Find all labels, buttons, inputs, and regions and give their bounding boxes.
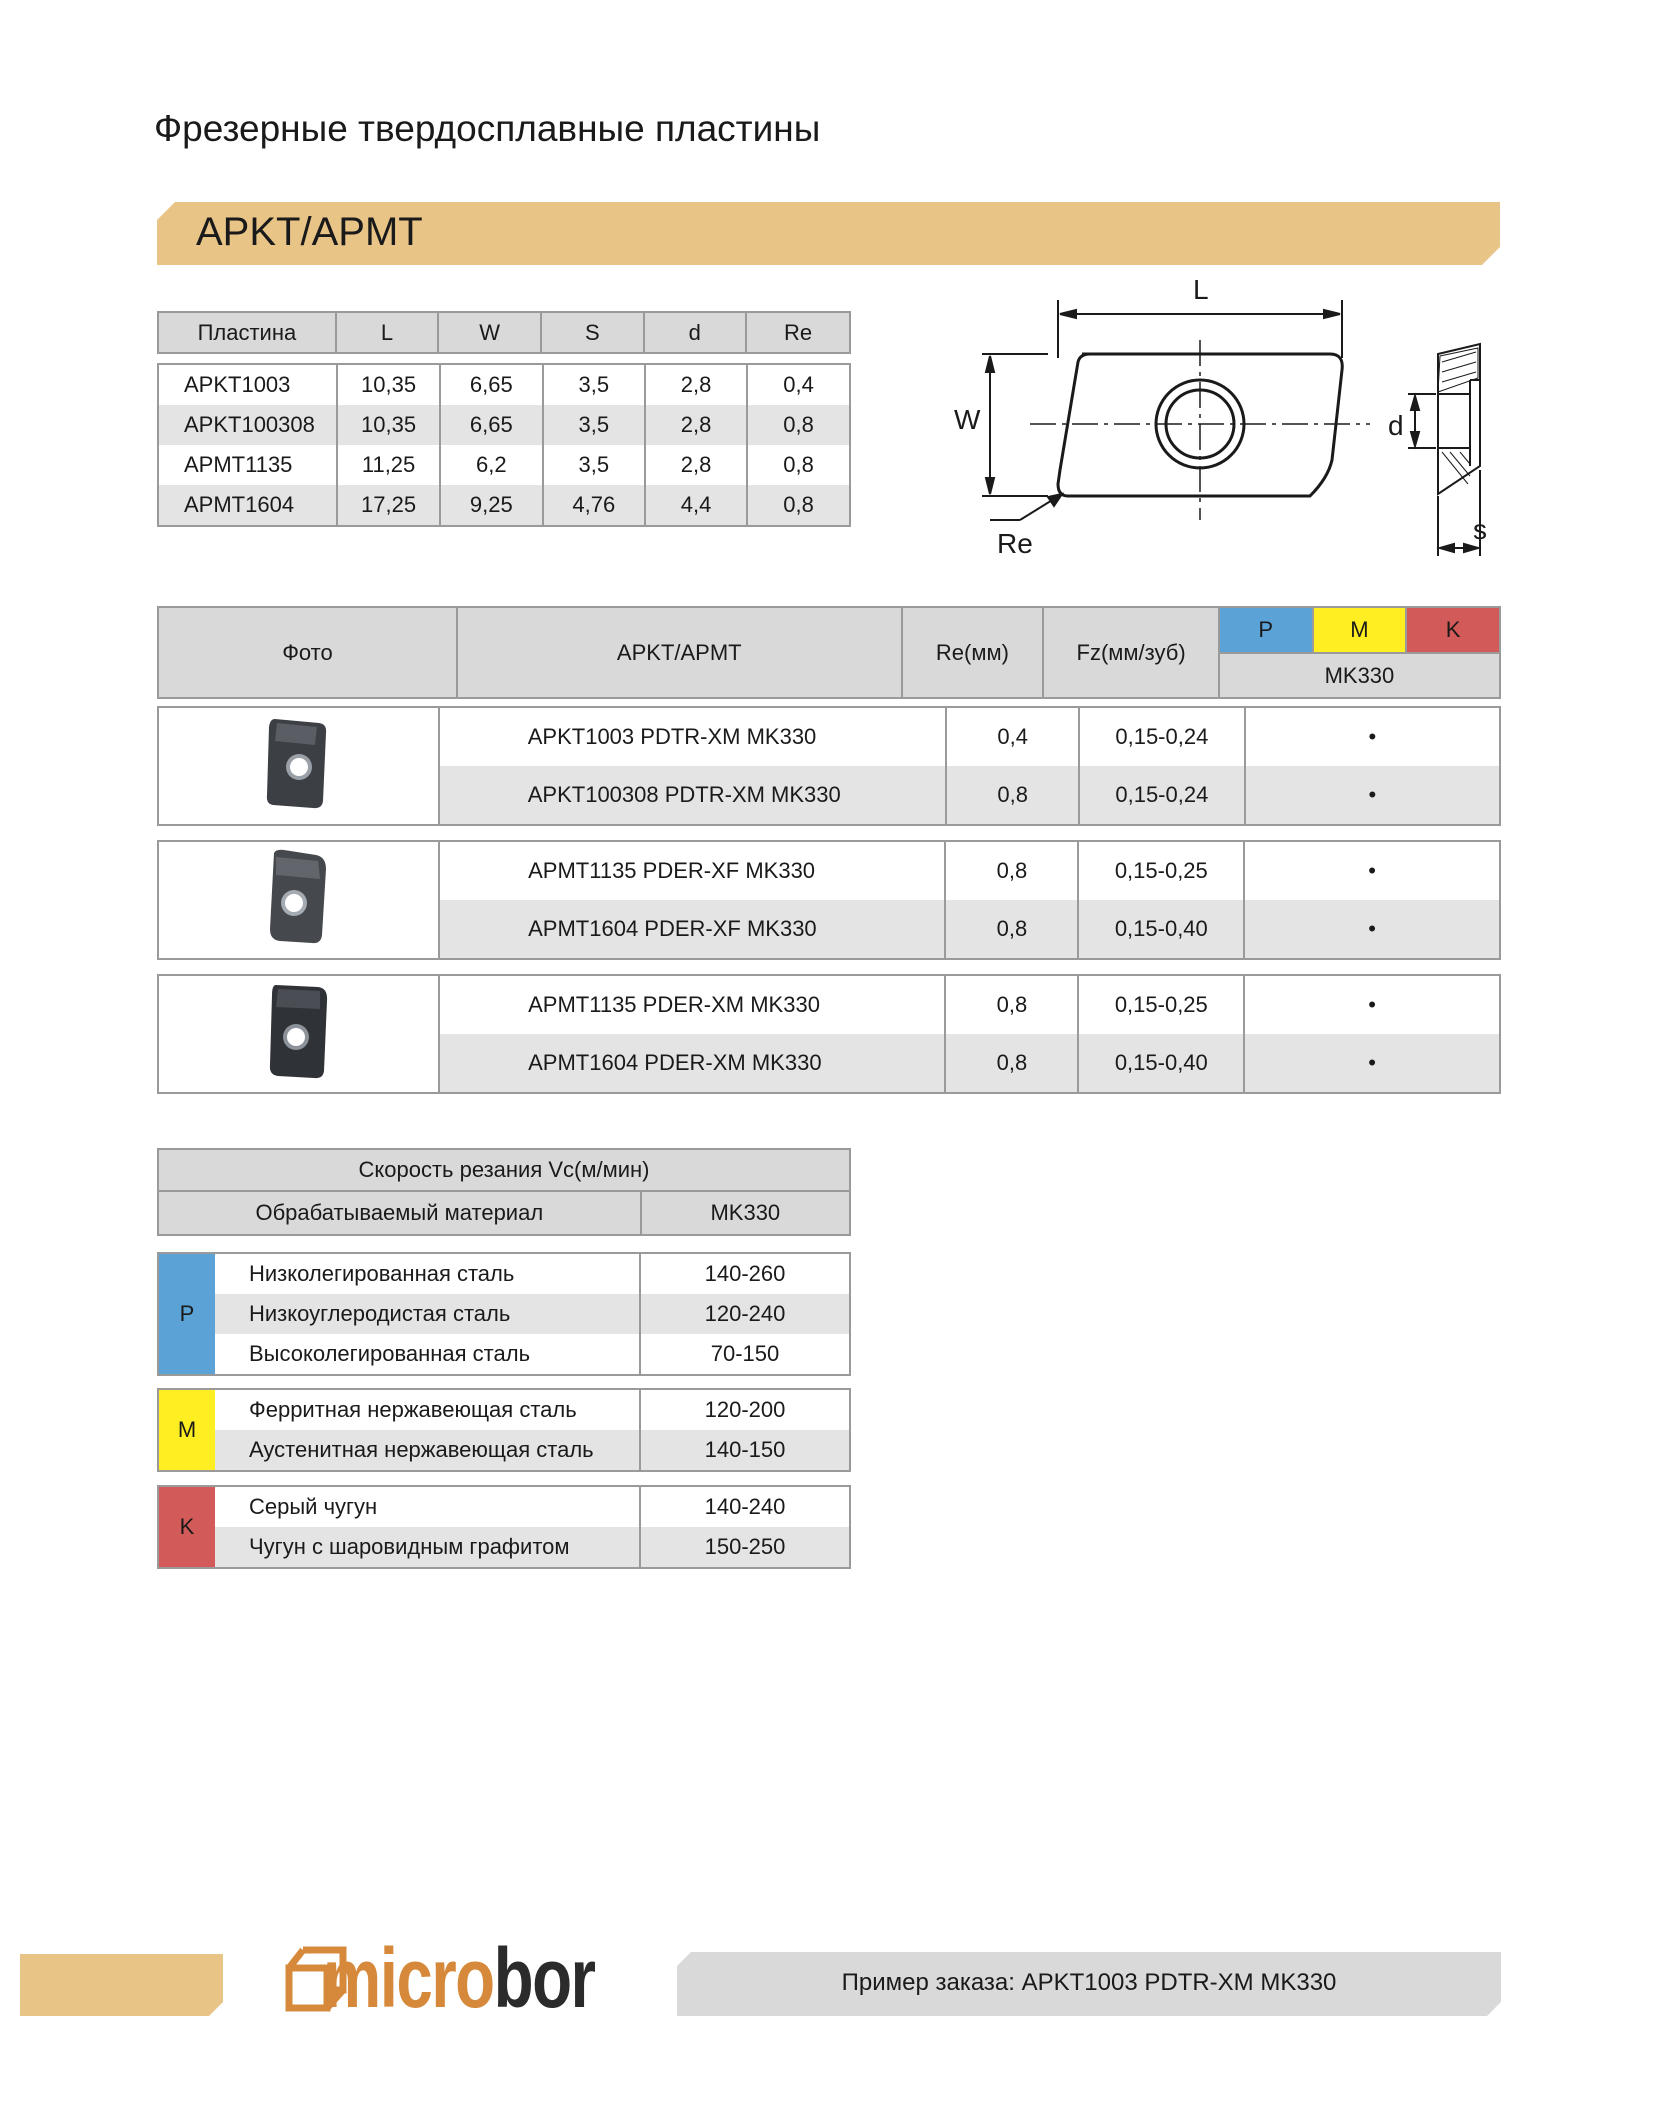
table-cell: APMT1135 [158,445,337,485]
availability-mark: • [1244,1034,1500,1093]
table-cell: 2,8 [645,364,747,405]
product-fz: 0,15-0,40 [1078,900,1244,959]
table-cell: 3,5 [543,445,645,485]
product-fz: 0,15-0,24 [1079,707,1245,766]
col-header-grade: MK330 [1219,653,1500,698]
table-cell: 9,25 [440,485,542,526]
product-name: APMT1135 PDER-XM MK330 [439,975,945,1034]
product-name: APMT1604 PDER-XF MK330 [439,900,945,959]
product-name: APKT100308 PDTR-XM MK330 [439,766,947,825]
table-cell: 4,76 [543,485,645,526]
col-header: Re [746,312,850,353]
product-group [157,706,1501,826]
table-row [158,841,1500,900]
table-row [158,1486,850,1527]
logo-wordmark [323,1930,594,2027]
col-header-fz: Fz(мм/зуб) [1043,607,1219,698]
product-fz: 0,15-0,25 [1078,841,1244,900]
speed-table-header [157,1148,851,1236]
product-re: 0,8 [945,841,1078,900]
product-re: 0,8 [945,900,1078,959]
logo-word-bor: bor [493,1931,595,2025]
iso-p-label: P [158,1253,215,1375]
footer-accent-band [20,1954,223,2016]
col-header: L [336,312,438,353]
table-row [158,405,850,445]
speed-value: 140-240 [640,1486,850,1527]
col-header: d [644,312,746,353]
iso-p-chip: P [1219,607,1313,653]
product-re: 0,8 [945,975,1078,1034]
speed-group-k [157,1485,851,1569]
table-cell: 10,35 [337,405,440,445]
product-re: 0,8 [945,1034,1078,1093]
col-header: Пластина [158,312,336,353]
material-name: Низколегированная сталь [249,1261,515,1286]
col-header: W [438,312,541,353]
label-Re: Re [997,528,1033,559]
product-name: APMT1604 PDER-XM MK330 [439,1034,945,1093]
table-row [158,975,1500,1034]
table-row [158,1294,850,1334]
availability-mark: • [1244,900,1500,959]
table-row [158,707,1500,766]
material-name: Ферритная нержавеющая сталь [249,1397,577,1422]
label-L: L [1193,274,1209,305]
speed-value: 120-240 [640,1294,850,1334]
insert-image [264,981,334,1081]
col-header-name: APKT/APMT [457,607,902,698]
dimensions-table [157,363,851,527]
availability-mark: • [1244,975,1500,1034]
table-row [158,364,850,405]
table-cell: 6,2 [440,445,542,485]
dimensions-table-header [157,311,851,354]
page-title: Фрезерные твердосплавные пластины [154,108,821,149]
col-header-photo: Фото [158,607,457,698]
table-row [158,445,850,485]
table-cell: 2,8 [645,405,747,445]
table-cell: 17,25 [337,485,440,526]
availability-mark: • [1245,707,1500,766]
iso-k-chip: K [1406,607,1500,653]
speed-group-p [157,1252,851,1376]
product-group [157,974,1501,1094]
label-W: W [954,404,981,435]
table-cell: 4,4 [645,485,747,526]
table-cell: 3,5 [543,364,645,405]
products-table-header [157,606,1501,699]
material-name: Серый чугун [249,1494,378,1519]
table-cell: 0,8 [747,445,850,485]
table-cell: 10,35 [337,364,440,405]
product-fz: 0,15-0,25 [1078,975,1244,1034]
table-row [158,1253,850,1294]
speed-group-m [157,1388,851,1472]
product-re: 0,4 [946,707,1079,766]
material-name: Аустенитная нержавеющая сталь [215,1430,640,1471]
col-header-material: Обрабатываемый материал [158,1191,641,1235]
iso-m-chip: M [1313,607,1407,653]
iso-m-label: M [158,1389,215,1471]
table-row [158,1430,850,1471]
table-row [158,485,850,526]
speed-value: 140-150 [640,1430,850,1471]
product-fz: 0,15-0,40 [1078,1034,1244,1093]
availability-mark: • [1244,841,1500,900]
table-row [158,1334,850,1375]
material-name: Низкоуглеродистая сталь [215,1294,640,1334]
table-row [158,1389,850,1430]
insert-image [263,715,333,811]
table-row [158,1527,850,1568]
table-cell: APKT1003 [158,364,337,405]
speed-value: 70-150 [640,1334,850,1375]
col-header-grade: MK330 [641,1191,850,1235]
speed-value: 120-200 [640,1389,850,1430]
iso-k-label: K [158,1486,215,1568]
speed-value: 140-260 [640,1253,850,1294]
label-d: d [1388,410,1404,441]
logo-word-micro: micro [323,1931,494,2025]
col-header: S [541,312,644,353]
product-fz: 0,15-0,24 [1079,766,1245,825]
product-name: APKT1003 PDTR-XM MK330 [439,707,947,766]
insert-image [264,847,334,947]
product-group [157,840,1501,960]
speed-value: 150-250 [640,1527,850,1568]
table-cell: APMT1604 [158,485,337,526]
order-example: Пример заказа: APKT1003 PDTR-XM MK330 [841,1969,1337,1996]
table-cell: APKT100308 [158,405,337,445]
insert-photo [158,841,439,959]
product-name: APMT1135 PDER-XF MK330 [439,841,945,900]
table-cell: 0,4 [747,364,850,405]
col-header-re: Re(мм) [902,607,1044,698]
insert-photo [158,975,439,1093]
insert-photo [158,707,439,825]
table-cell: 11,25 [337,445,440,485]
insert-drawing [930,270,1510,570]
speed-table-title: Скорость резания Vc(м/мин) [158,1149,850,1191]
material-name: Высоколегированная сталь [249,1341,531,1366]
table-cell: 6,65 [440,364,542,405]
section-title: APKT/APMT [196,210,423,254]
material-name: Чугун с шаровидным графитом [215,1527,640,1568]
table-cell: 0,8 [747,405,850,445]
table-cell: 2,8 [645,445,747,485]
table-cell: 3,5 [543,405,645,445]
product-re: 0,8 [946,766,1079,825]
table-cell: 6,65 [440,405,542,445]
table-cell: 0,8 [747,485,850,526]
availability-mark: • [1245,766,1500,825]
label-s: s [1473,514,1487,545]
